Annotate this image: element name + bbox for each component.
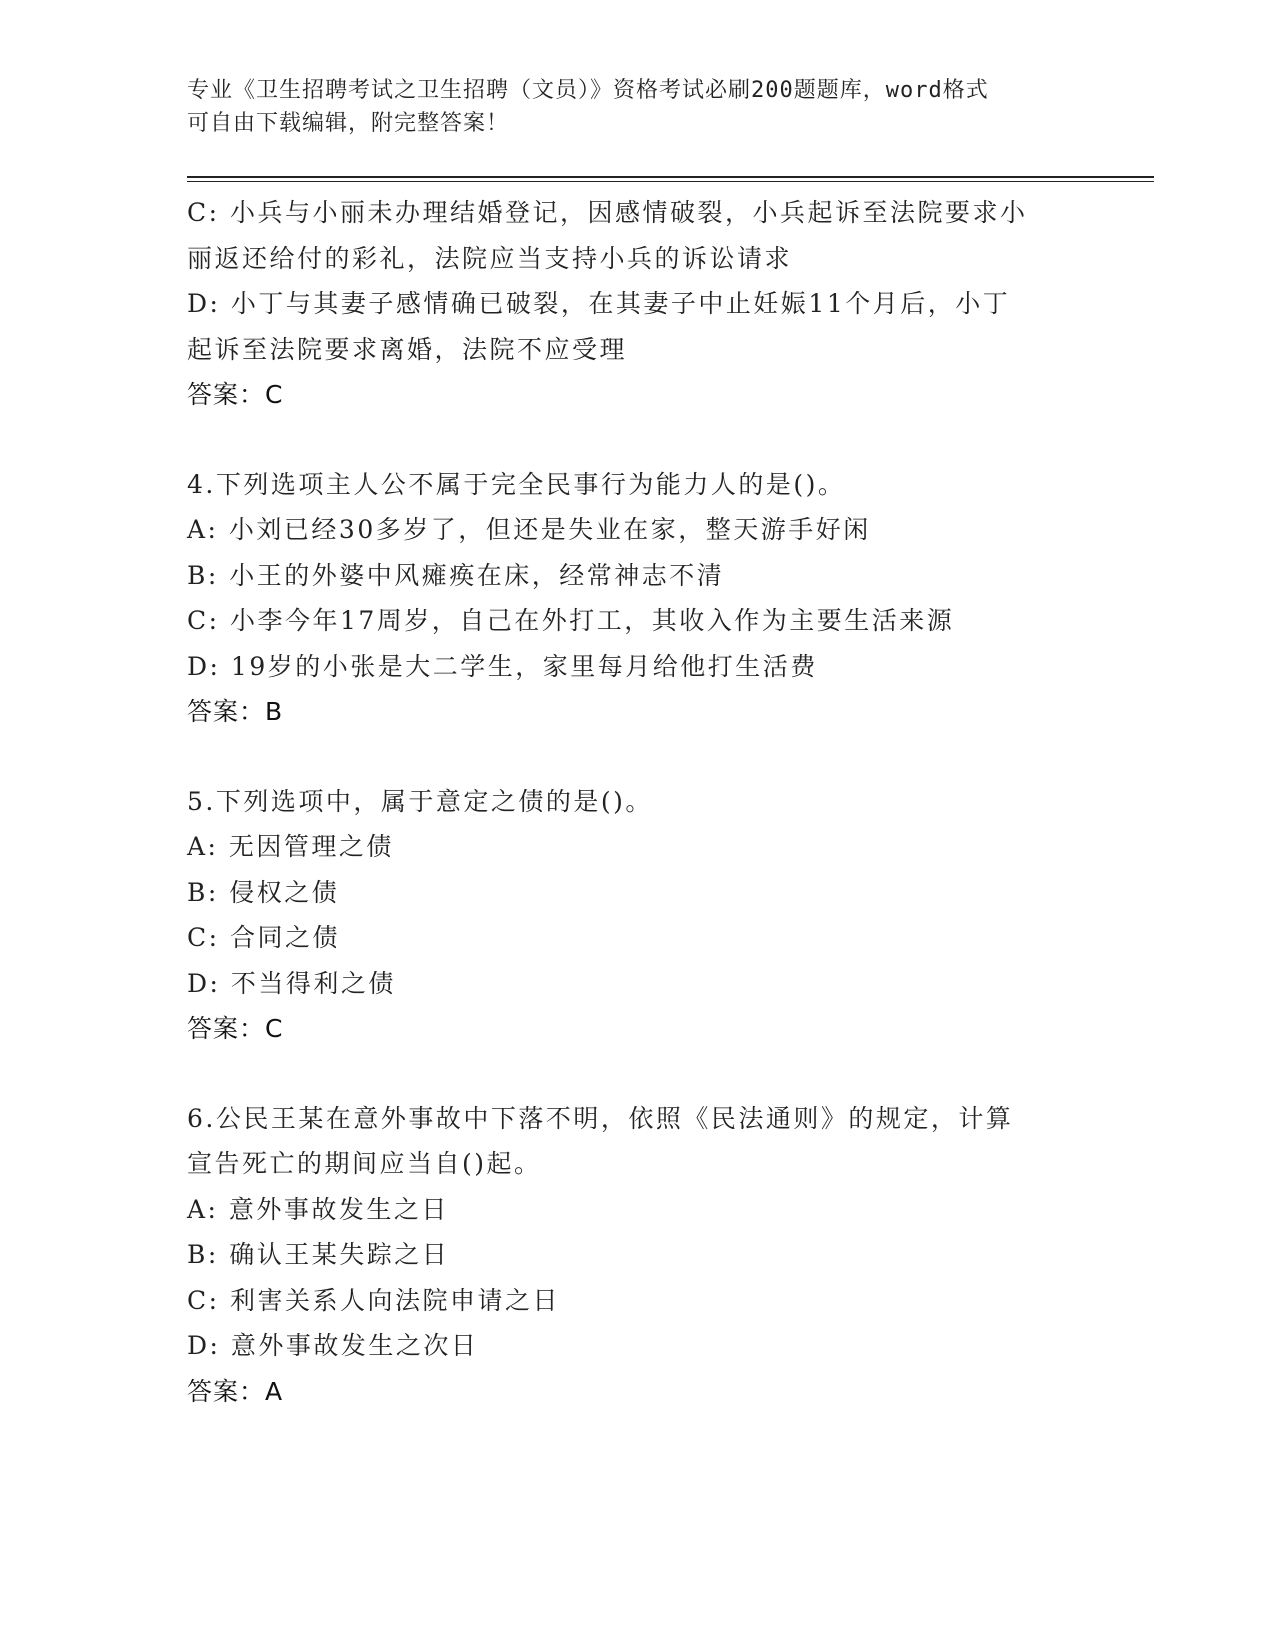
option-c: C: 合同之债 xyxy=(187,923,340,952)
option-d-continued: 起诉至法院要求离婚，法院不应受理 xyxy=(187,334,628,364)
option-c-continued: 丽返还给付的彩礼，法院应当支持小兵的诉讼请求 xyxy=(187,243,793,273)
answer-label: 答案：C xyxy=(187,380,284,409)
question-stem: 4.下列选项主人公不属于完全民事行为能力人的是()。 xyxy=(187,469,846,499)
option-c: C: 利害关系人向法院申请之日 xyxy=(187,1285,560,1315)
option-c: C: 小李今年17周岁，自己在外打工，其收入作为主要生活来源 xyxy=(187,606,955,635)
answer-label: 答案：A xyxy=(187,1376,284,1406)
option-d: D: 小丁与其妻子感情确已破裂，在其妻子中止妊娠11个月后，小丁 xyxy=(187,289,1011,318)
question-6 xyxy=(187,1096,1087,1415)
header-title-line-2: 可自由下载编辑，附完整答案！ xyxy=(187,111,510,136)
answer-label: 答案：C xyxy=(187,1014,284,1043)
answer-label: 答案：B xyxy=(187,697,284,726)
spacer xyxy=(187,1052,1087,1096)
question-3-tail xyxy=(187,190,1087,418)
document-header xyxy=(187,74,1067,140)
question-5 xyxy=(187,779,1087,1052)
option-c: C: 小兵与小丽未办理结婚登记，因感情破裂，小兵起诉至法院要求小 xyxy=(187,198,1028,227)
question-stem: 6.公民王某在意外事故中下落不明，依照《民法通则》的规定，计算 xyxy=(187,1103,1014,1133)
header-title-line-1: 专业《卫生招聘考试之卫生招聘（文员）》资格考试必刷200题题库，word格式 xyxy=(187,78,989,103)
spacer xyxy=(187,418,1087,462)
header-divider xyxy=(187,176,1154,182)
option-b: B: 确认王某失踪之日 xyxy=(187,1240,450,1269)
option-a: A: 小刘已经30多岁了，但还是失业在家，整天游手好闲 xyxy=(187,515,871,544)
option-a: A: 无因管理之债 xyxy=(187,832,394,861)
option-d: D: 意外事故发生之次日 xyxy=(187,1331,479,1360)
question-stem-continued: 宣告死亡的期间应当自()起。 xyxy=(187,1149,542,1178)
option-d: D: 不当得利之债 xyxy=(187,968,396,998)
option-a: A: 意外事故发生之日 xyxy=(187,1194,449,1224)
question-content xyxy=(187,190,1087,1414)
question-4 xyxy=(187,462,1087,735)
option-b: B: 小王的外婆中风瘫痪在床，经常神志不清 xyxy=(187,560,725,590)
option-b: B: 侵权之债 xyxy=(187,877,340,907)
question-stem: 5.下列选项中，属于意定之债的是()。 xyxy=(187,786,653,816)
spacer xyxy=(187,735,1087,779)
option-d: D: 19岁的小张是大二学生，家里每月给他打生活费 xyxy=(187,651,818,681)
